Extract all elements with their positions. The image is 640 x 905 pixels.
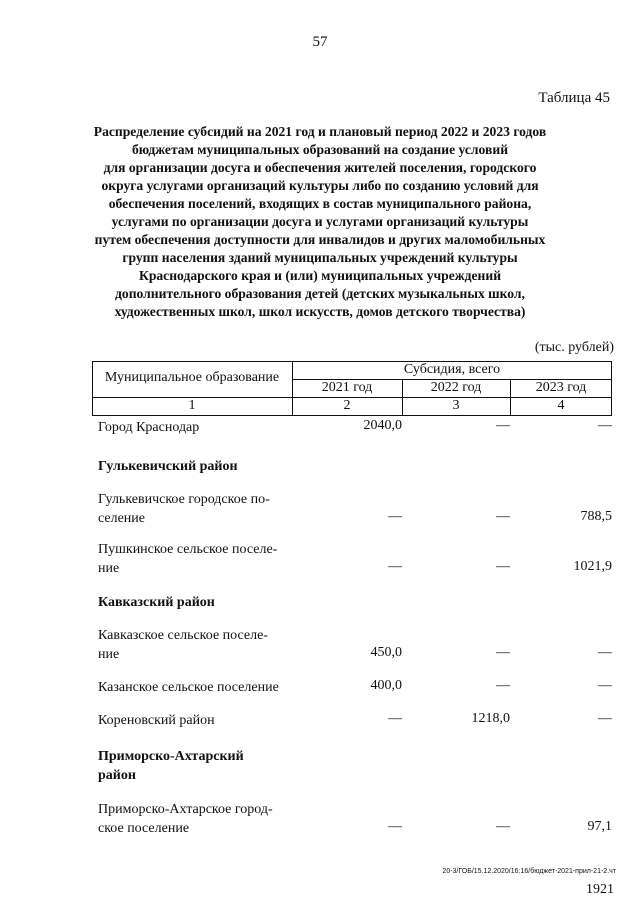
value-2021: — <box>388 559 402 574</box>
row-name-line: Кавказский район <box>98 595 215 610</box>
row-name <box>98 593 298 612</box>
header-number-4: 4 <box>557 398 565 413</box>
header-year-2021: 2021 год <box>321 380 373 395</box>
value-2023: — <box>598 678 612 693</box>
value-2022: — <box>496 509 510 524</box>
value-2021: 400,0 <box>370 678 402 693</box>
value-2022: — <box>496 645 510 660</box>
row-name-line: Пушкинское сельское поселе- <box>98 542 278 557</box>
row-name <box>98 418 298 437</box>
title-line: для организации досуга и обеспечения жителей поселения, городского <box>103 160 537 175</box>
table-label: Таблица 45 <box>538 90 610 106</box>
value-2023: 788,5 <box>580 509 612 524</box>
row-name-line: ние <box>98 647 120 662</box>
row-name-line: селение <box>98 511 145 526</box>
title-line: Краснодарского края и (или) муниципальных учреждений <box>138 268 502 283</box>
row-name-line: Кореновский район <box>98 713 215 728</box>
header-number-3: 3 <box>452 398 460 413</box>
row-name-line: Казанское сельское поселение <box>98 680 279 695</box>
row-name <box>98 626 298 664</box>
value-2021: 2040,0 <box>363 418 402 433</box>
row-name <box>98 747 298 785</box>
value-2021: — <box>388 509 402 524</box>
row-name-line: Город Краснодар <box>98 420 200 435</box>
header-border-bottom <box>92 415 612 416</box>
row-name <box>98 540 298 578</box>
title-line: дополнительного образования детей (детских музыкальных школ, <box>115 286 525 301</box>
row-name <box>98 490 298 528</box>
title-line: бюджетам муниципальных образований на создание условий <box>131 142 509 157</box>
title-line: Распределение субсидий на 2021 год и плановый период 2022 и 2023 годов <box>93 124 547 139</box>
row-name-line: Приморско-Ахтарский <box>98 749 244 764</box>
header-number-1: 1 <box>188 398 196 413</box>
row-name-line: район <box>98 768 136 783</box>
value-2023: — <box>598 711 612 726</box>
title-line: обеспечения поселений, входящих в состав муниципального района, <box>108 196 532 211</box>
header-subsidy-total: Субсидия, всего <box>403 362 501 377</box>
row-name <box>98 457 298 476</box>
footer-page-number: 1921 <box>586 882 614 897</box>
value-2022: — <box>496 559 510 574</box>
table-header <box>92 361 612 416</box>
title-line: услугами по организации досуга и услугами организаций культуры <box>111 214 529 229</box>
document-title <box>80 123 560 321</box>
title-line: округа услугами организаций культуры либо по созданию условий для <box>101 178 539 193</box>
value-2022: — <box>496 819 510 834</box>
value-2023: — <box>598 418 612 433</box>
value-2021: — <box>388 711 402 726</box>
row-name-line: Гулькевичское городское по- <box>98 492 270 507</box>
title-line: групп населения зданий муниципальных учреждений культуры <box>122 250 518 265</box>
value-2022: — <box>496 678 510 693</box>
page-number: 57 <box>312 34 328 50</box>
value-2023: 1021,9 <box>573 559 612 574</box>
row-name <box>98 800 298 838</box>
row-name-line: ние <box>98 561 120 576</box>
row-name-line: Кавказское сельское поселе- <box>98 628 268 643</box>
row-name <box>98 678 313 697</box>
value-2023: — <box>598 645 612 660</box>
footer-document-code: 20-3/ГОБ/15.12.2020/16:16/бюджет-2021-прил-21-2.чт <box>442 868 616 875</box>
header-municipality: Муниципальное образование <box>104 370 280 385</box>
row-name <box>98 711 298 730</box>
value-2021: 450,0 <box>370 645 402 660</box>
title-line: художественных школ, школ искусств, домов детского творчества) <box>114 304 526 319</box>
value-2023: 97,1 <box>587 819 612 834</box>
header-number-2: 2 <box>343 398 351 413</box>
row-name-line: Приморско-Ахтарское город- <box>98 802 273 817</box>
title-line: путем обеспечения доступности для инвалидов и других маломобильных <box>94 232 546 247</box>
header-year-2023: 2023 год <box>535 380 587 395</box>
value-2022: 1218,0 <box>471 711 510 726</box>
value-2021: — <box>388 819 402 834</box>
units-label: (тыс. рублей) <box>534 340 614 355</box>
row-name-line: ское поселение <box>98 821 190 836</box>
header-year-2022: 2022 год <box>430 380 482 395</box>
value-2022: — <box>496 418 510 433</box>
row-name-line: Гулькевичский район <box>98 459 238 474</box>
